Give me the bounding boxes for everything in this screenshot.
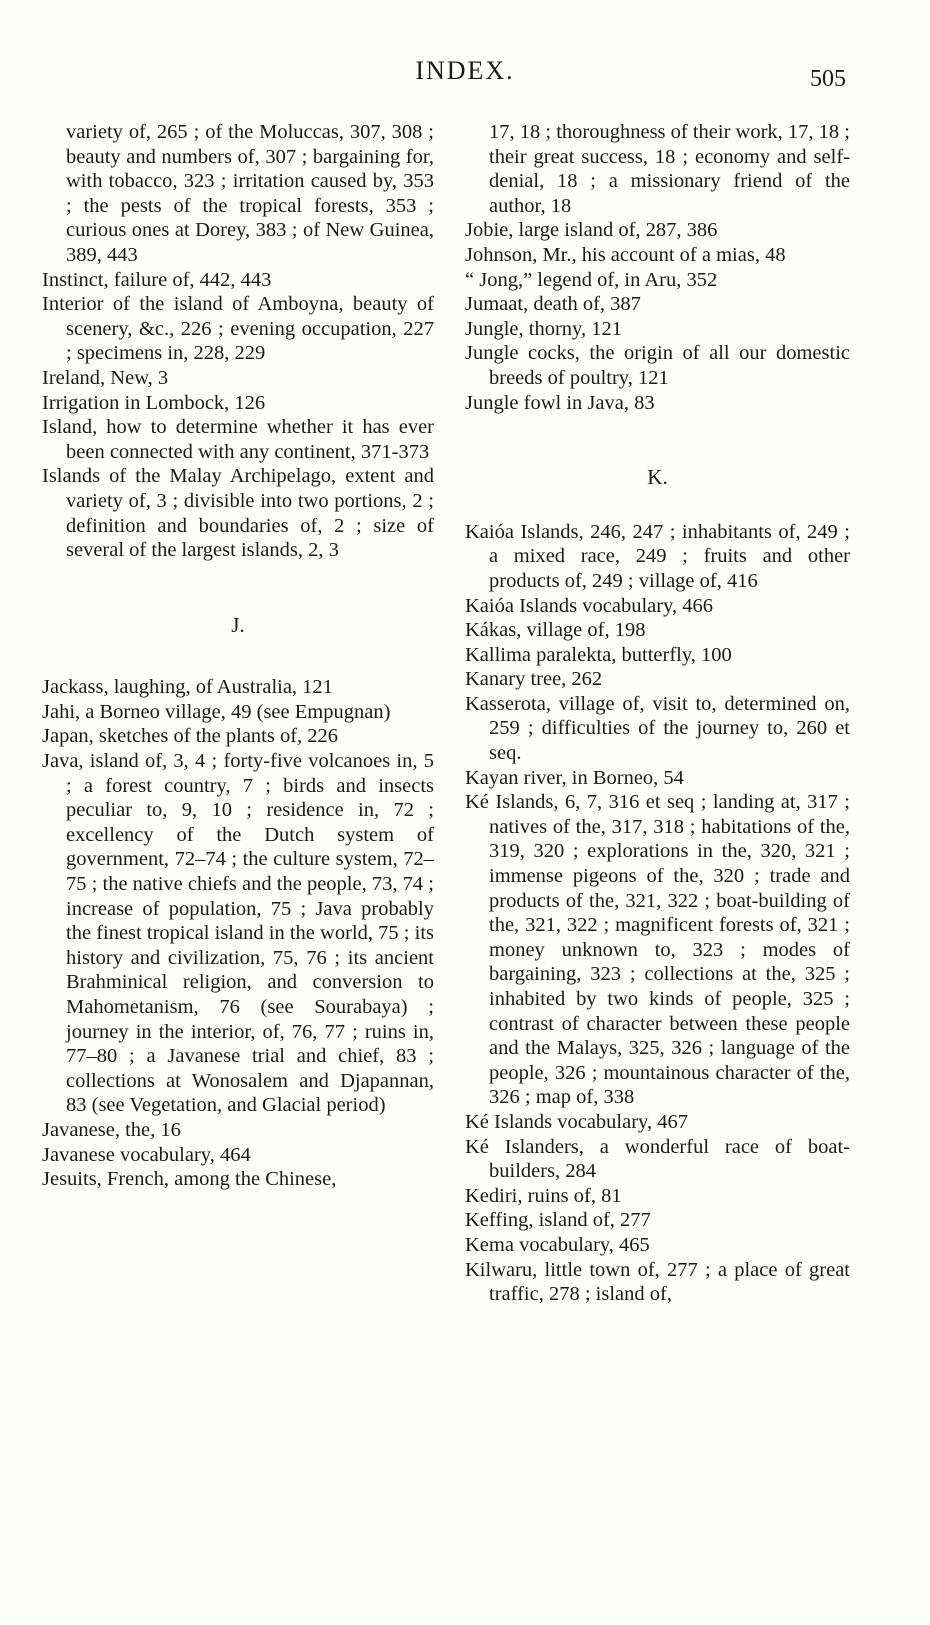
index-column-left (42, 120, 434, 1192)
index-entry: Johnson, Mr., his account of a mias, 48 (465, 243, 786, 266)
index-entry: Irrigation in Lombock, 126 (42, 391, 266, 414)
index-entry-continuation: 17, 18 ; thoroughness of their work, 17, 18 ; their great success, 18 ; economy and self-denial, 18 ; a missionary friend of the author, 18 (489, 121, 850, 217)
page-title: INDEX. (415, 56, 515, 85)
index-entry: Kediri, ruins of, 81 (465, 1184, 622, 1207)
index-entry: Jumaat, death of, 387 (465, 293, 641, 316)
index-entry-continuation: variety of, 265 ; of the Moluccas, 307, 308 ; beauty and numbers of, 307 ; bargaining for, with tobacco, 323 ; irritation caused by, 353 ; the pests of the tropical forests, 353 ; curious ones at Dorey, 383 ; of New Guinea, 389, 443 (66, 121, 434, 266)
index-entry: Japan, sketches of the plants of, 226 (42, 725, 339, 748)
index-entry: Instinct, failure of, 442, 443 (42, 268, 272, 291)
section-heading-k: K. (647, 465, 668, 490)
index-entry: Jungle, thorny, 121 (465, 317, 622, 340)
index-entry: Jackass, laughing, of Australia, 121 (42, 676, 333, 699)
index-entry: Kanary tree, 262 (465, 668, 603, 691)
index-column-right (465, 120, 850, 1307)
section-heading-j: J. (231, 612, 245, 637)
index-entry: Jungle cocks, the origin of all our domestic breeds of poultry, 121 (465, 342, 850, 389)
index-entry: Interior of the island of Amboyna, beauty of scenery, &c., 226 ; evening occupation, 227 ; specimens in, 228, 229 (42, 293, 434, 365)
index-entry: Islands of the Malay Archipelago, extent and variety of, 3 ; divisible into two portions, 2 ; definition and boundaries of, 2 ; size of several of the largest islands, 2, 3 (42, 465, 434, 562)
index-entry: Kayan river, in Borneo, 54 (465, 766, 684, 789)
index-entry: Javanese vocabulary, 464 (42, 1143, 251, 1166)
index-entry: Island, how to determine whether it has ever been connected with any continent, 371-373 (42, 416, 434, 463)
index-entry: Keffing, island of, 277 (465, 1209, 651, 1232)
index-entry: Ké Islanders, a wonderful race of boat-builders, 284 (465, 1135, 850, 1183)
index-entry: Jungle fowl in Java, 83 (465, 391, 655, 414)
index-entry: Jobie, large island of, 287, 386 (465, 219, 718, 242)
index-entry: Jesuits, French, among the Chinese, (42, 1168, 337, 1191)
index-entry: Kilwaru, little town of, 277 ; a place of great traffic, 278 ; island of, (465, 1258, 850, 1306)
index-entry: Kallima paralekta, butterfly, 100 (465, 643, 732, 666)
running-head (0, 54, 930, 90)
page-number: 505 (810, 66, 846, 92)
index-entry: “ Jong,” legend of, in Aru, 352 (465, 268, 718, 291)
index-entry: Ké Islands, 6, 7, 316 et seq ; landing at, 317 ; natives of the, 317, 318 ; habitations of the, 319, 320 ; explorations in the, 320, 321 ; immense pigeons of the, 320 ; trade and products of the, 321, 322 ; boat-building of the, 321, 322 ; magnificent forests of, 321 ; money unknown to, 323 ; modes of bargaining, 323 ; collections at the, 325 ; inhabited by two kinds of people, 325 ; contrast of character between these people and the Malays, 325, 326 ; language of the people, 326 ; mountainous character of the, 326 ; map of, 338 (465, 791, 850, 1109)
index-entry: Kasserota, village of, visit to, determined on, 259 ; difficulties of the journey to, 260 et seq. (465, 692, 850, 765)
index-entry: Kaióa Islands vocabulary, 466 (465, 594, 714, 617)
index-entry: Kaióa Islands, 246, 247 ; inhabitants of, 249 ; a mixed race, 249 ; fruits and other products of, 249 ; village of, 416 (465, 520, 850, 592)
index-entry: Kema vocabulary, 465 (465, 1233, 650, 1256)
index-entry: Java, island of, 3, 4 ; forty-five volcanoes in, 5 ; a forest country, 7 ; birds and insects peculiar to, 9, 10 ; residence in, 72 ; excellency of the Dutch system of government, 72–74 ; the culture system, 72–75 ; the native chiefs and the people, 73, 74 ; increase of population, 75 ; Java probably the finest tropical island in the world, 75 ; its history and civilization, 75, 76 ; its ancient Brahminical religion, and conversion to Mahometanism, 76 (see Sourabaya) ; journey in the interior, of, 76, 77 ; ruins in, 77–80 ; a Javanese trial and chief, 83 ; collections at Wonosalem and Djapannan, 83 (see Vegetation, and Glacial period) (42, 750, 434, 1117)
index-entry: Kákas, village of, 198 (465, 619, 646, 642)
index-entry: Javanese, the, 16 (42, 1118, 181, 1141)
index-entry: Ireland, New, 3 (42, 366, 169, 389)
index-entry: Jahi, a Borneo village, 49 (see Empugnan) (42, 700, 391, 723)
index-entry: Ké Islands vocabulary, 467 (465, 1110, 688, 1133)
